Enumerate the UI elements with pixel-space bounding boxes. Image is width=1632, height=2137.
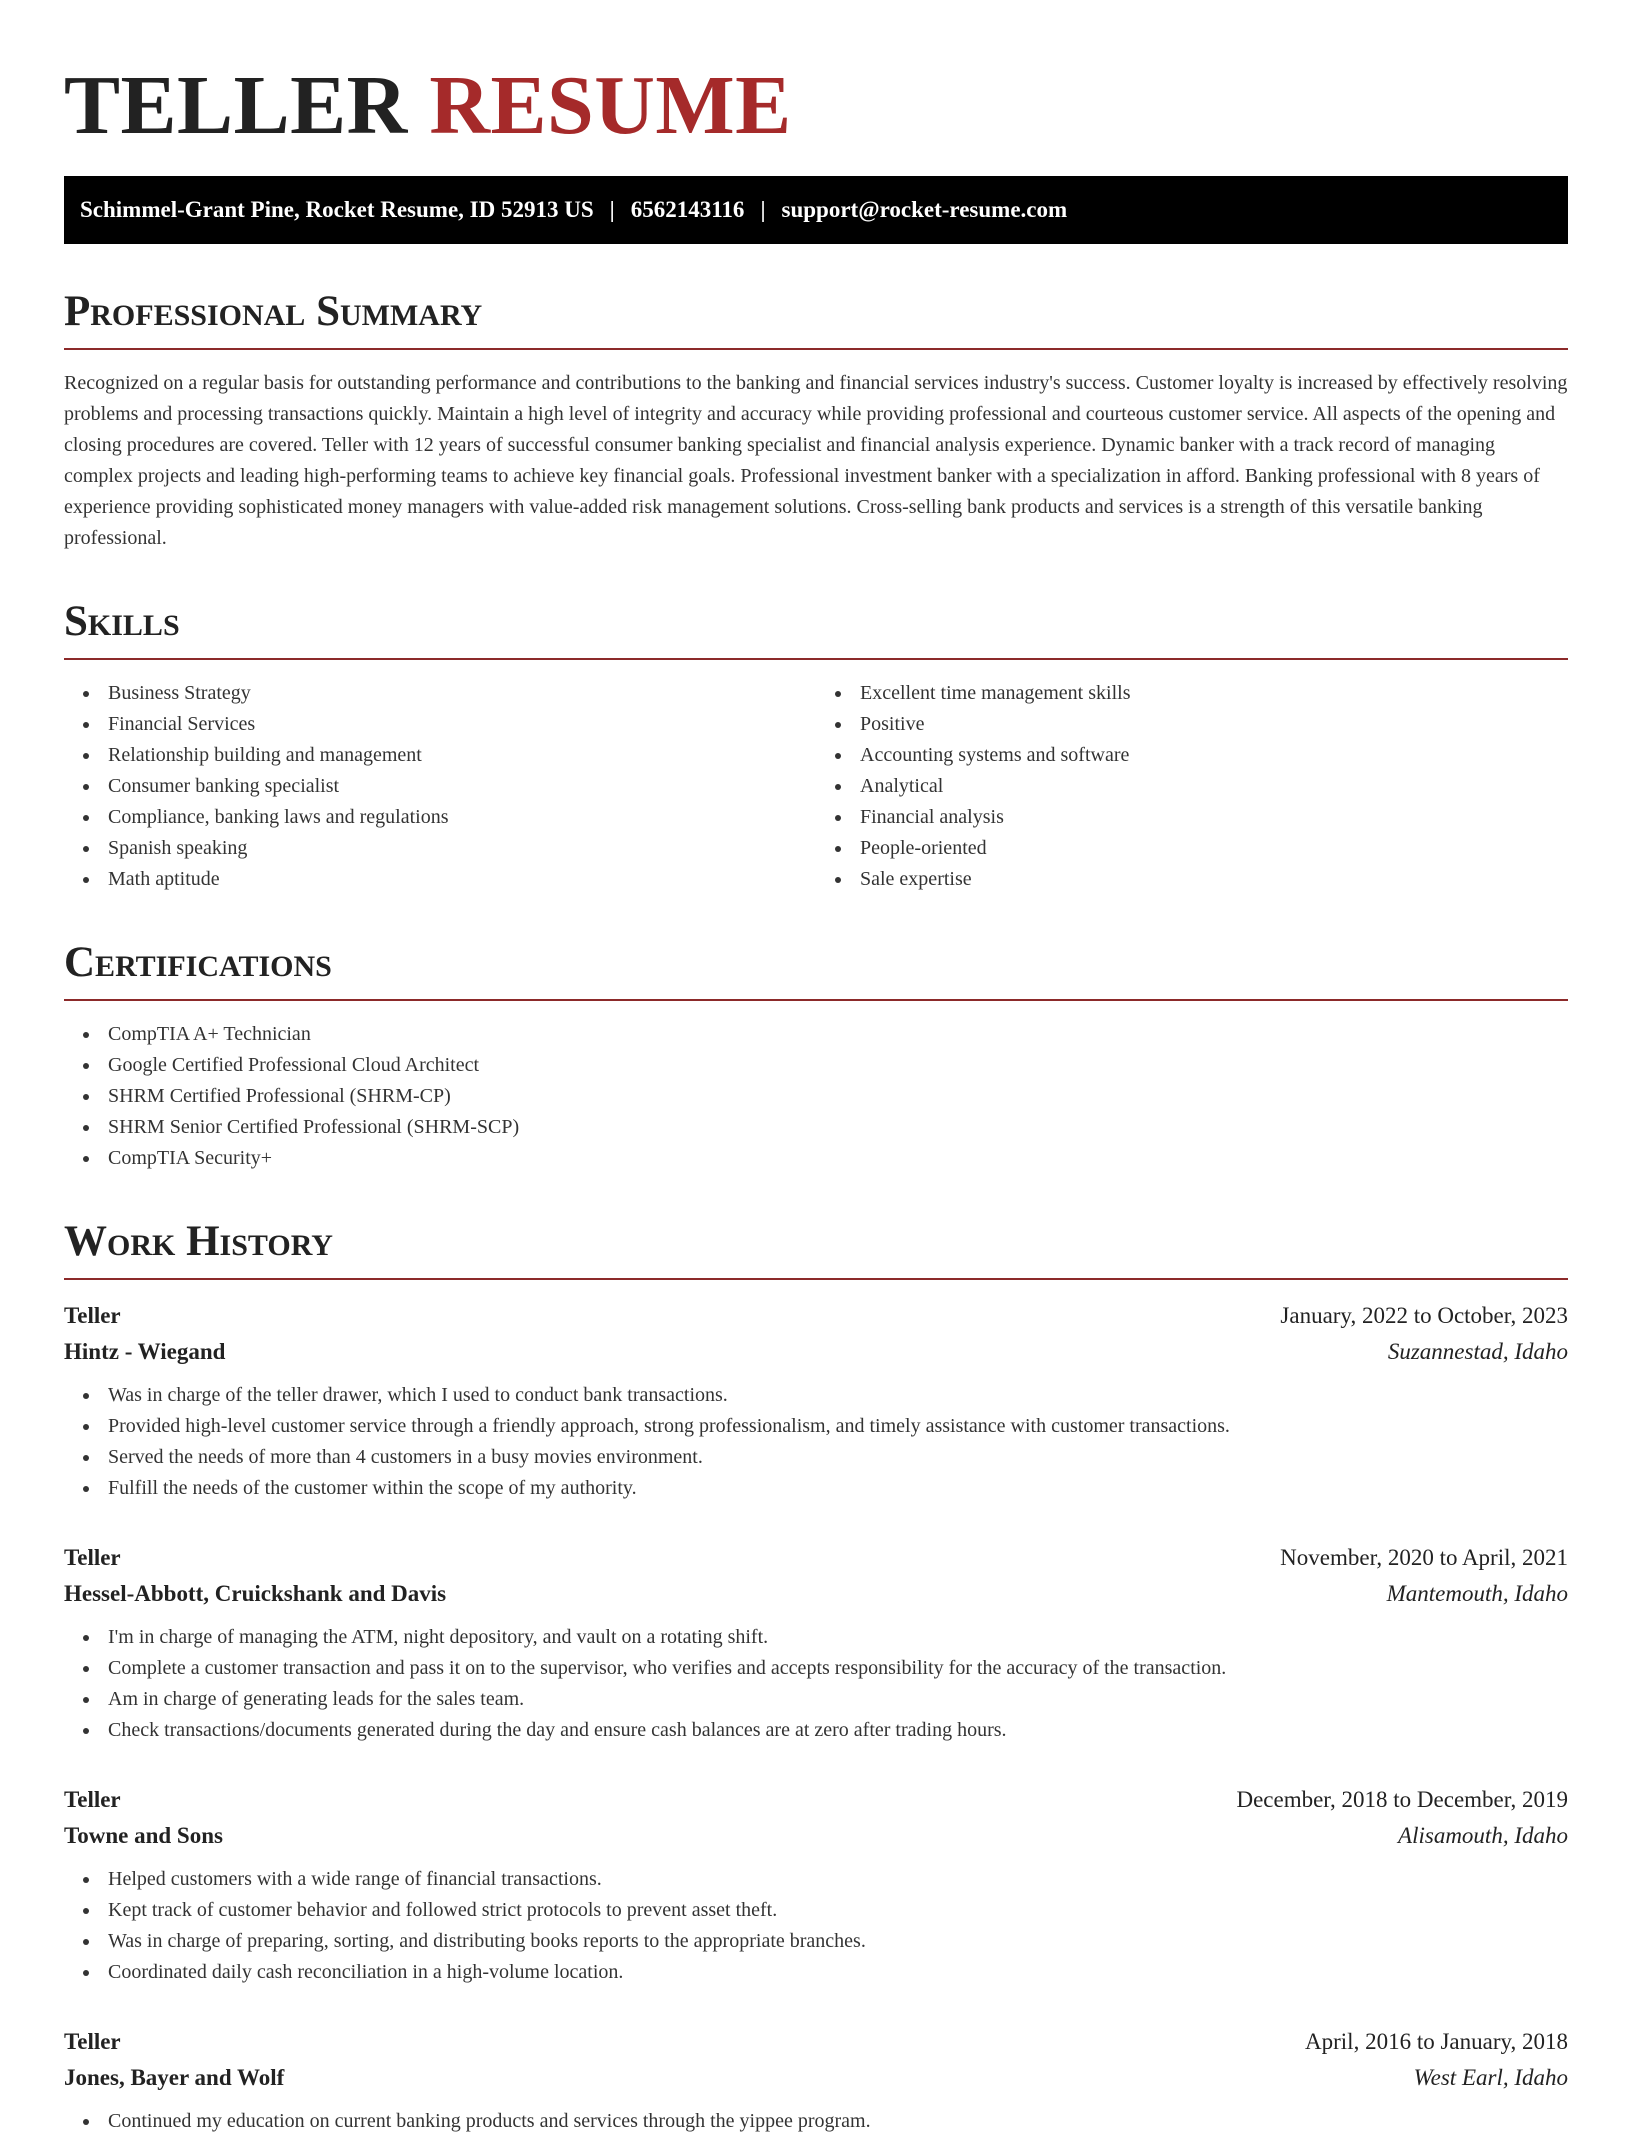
job-entry <box>64 1782 1568 1988</box>
job-title: Teller <box>64 1787 121 1812</box>
certifications-section <box>64 939 1568 1174</box>
job-location: Suzannestad, Idaho <box>1387 1339 1568 1364</box>
skills-list-right <box>816 678 1568 895</box>
contact-phone: 6562143116 <box>630 197 745 222</box>
list-item: Complete a customer transaction and pass it on to the supervisor, who verifies and accepts responsibility for the accuracy of the transaction. <box>64 1653 1568 1684</box>
section-heading: Professional Summary <box>64 288 1568 350</box>
job-company-row <box>64 2060 1568 2096</box>
list-item: Am in charge of generating leads for the sales team. <box>64 1684 1568 1715</box>
job-dates: November, 2020 to April, 2021 <box>1280 1545 1568 1570</box>
contact-address: Schimmel-Grant Pine, Rocket Resume, ID 52913 US <box>80 197 594 222</box>
job-duties <box>64 2106 1568 2137</box>
job-company: Hessel-Abbott, Cruickshank and Davis <box>64 1581 447 1606</box>
job-company: Towne and Sons <box>64 1823 223 1848</box>
list-item: Relationship building and management <box>64 740 816 771</box>
list-item: Positive <box>816 709 1568 740</box>
list-item: CompTIA Security+ <box>64 1143 1568 1174</box>
job-entry <box>64 1298 1568 1504</box>
job-dates: December, 2018 to December, 2019 <box>1236 1787 1568 1812</box>
job-company-row <box>64 1334 1568 1370</box>
list-item: People-oriented <box>816 833 1568 864</box>
job-title: Teller <box>64 1303 121 1328</box>
job-header-row <box>64 1540 1568 1576</box>
job-location: West Earl, Idaho <box>1413 2065 1568 2090</box>
list-item: Google Certified Professional Cloud Architect <box>64 1050 1568 1081</box>
job-dates: April, 2016 to January, 2018 <box>1305 2029 1568 2054</box>
skills-grid <box>64 678 1568 895</box>
list-item: Accounting systems and software <box>816 740 1568 771</box>
list-item: Was in charge of preparing, sorting, and distributing books reports to the appropriate branches. <box>64 1926 1568 1957</box>
list-item: Coordinated daily cash reconciliation in a high-volume location. <box>64 1957 1568 1988</box>
list-item: Fulfill the needs of the customer within the scope of my authority. <box>64 1473 1568 1504</box>
title-second-word: RESUME <box>429 59 792 152</box>
work-history-section <box>64 1218 1568 2137</box>
list-item: Kept track of customer behavior and followed strict protocols to prevent asset theft. <box>64 1895 1568 1926</box>
resume-title <box>64 60 1568 152</box>
job-duties <box>64 1380 1568 1504</box>
summary-section <box>64 288 1568 554</box>
skills-list-left <box>64 678 816 895</box>
job-location: Alisamouth, Idaho <box>1398 1823 1568 1848</box>
list-item: Business Strategy <box>64 678 816 709</box>
job-header-row <box>64 1298 1568 1334</box>
job-dates: January, 2022 to October, 2023 <box>1280 1303 1568 1328</box>
contact-email: support@rocket-resume.com <box>781 197 1068 222</box>
list-item: Financial Services <box>64 709 816 740</box>
job-title: Teller <box>64 2029 121 2054</box>
job-company-row <box>64 1818 1568 1854</box>
list-item: Check transactions/documents generated during the day and ensure cash balances are at zero after trading hours. <box>64 1715 1568 1746</box>
list-item: Excellent time management skills <box>816 678 1568 709</box>
title-first-word: TELLER <box>64 59 408 152</box>
job-header-row <box>64 1782 1568 1818</box>
list-item: Analytical <box>816 771 1568 802</box>
list-item: I'm in charge of managing the ATM, night depository, and vault on a rotating shift. <box>64 1622 1568 1653</box>
job-duties <box>64 1864 1568 1988</box>
job-duties <box>64 1622 1568 1746</box>
list-item: Consumer banking specialist <box>64 771 816 802</box>
list-item: Helped customers with a wide range of financial transactions. <box>64 1864 1568 1895</box>
contact-bar <box>64 176 1568 244</box>
summary-text: Recognized on a regular basis for outstanding performance and contributions to the banking and financial services industry's success. Customer loyalty is increased by effectively resolving problems and processing transactions quickly. Maintain a high level of integrity and accuracy while providing professional and courteous customer service. All aspects of the opening and closing procedures are covered. Teller with 12 years of successful consumer banking specialist and financial analysis experience. Dynamic banker with a track record of managing complex projects and leading high-performing teams to achieve key financial goals. Professional investment banker with a specialization in afford. Banking professional with 8 years of experience providing sophisticated money managers with value-added risk management solutions. Cross-selling bank products and services is a strength of this versatile banking professional. <box>64 372 1568 549</box>
contact-separator: | <box>760 197 766 222</box>
list-item: CompTIA A+ Technician <box>64 1019 1568 1050</box>
job-entry <box>64 2024 1568 2137</box>
list-item: Compliance, banking laws and regulations <box>64 802 816 833</box>
job-header-row <box>64 2024 1568 2060</box>
section-heading: Skills <box>64 598 1568 660</box>
list-item: SHRM Certified Professional (SHRM-CP) <box>64 1081 1568 1112</box>
job-company: Jones, Bayer and Wolf <box>64 2065 285 2090</box>
list-item: Financial analysis <box>816 802 1568 833</box>
list-item: SHRM Senior Certified Professional (SHRM-SCP) <box>64 1112 1568 1143</box>
section-heading: Certifications <box>64 939 1568 1001</box>
job-company: Hintz - Wiegand <box>64 1339 226 1364</box>
list-item: Served the needs of more than 4 customers in a busy movies environment. <box>64 1442 1568 1473</box>
skills-section <box>64 598 1568 895</box>
contact-separator: | <box>609 197 615 222</box>
certifications-list <box>64 1019 1568 1174</box>
job-company-row <box>64 1576 1568 1612</box>
list-item: Sale expertise <box>816 864 1568 895</box>
list-item: Spanish speaking <box>64 833 816 864</box>
list-item: Math aptitude <box>64 864 816 895</box>
list-item: Was in charge of the teller drawer, which I used to conduct bank transactions. <box>64 1380 1568 1411</box>
list-item: Continued my education on current banking products and services through the yippee program. <box>64 2106 1568 2137</box>
job-entry <box>64 1540 1568 1746</box>
job-location: Mantemouth, Idaho <box>1386 1581 1568 1606</box>
section-heading: Work History <box>64 1218 1568 1280</box>
job-title: Teller <box>64 1545 121 1570</box>
list-item: Provided high-level customer service through a friendly approach, strong professionalism, and timely assistance with customer transactions. <box>64 1411 1568 1442</box>
